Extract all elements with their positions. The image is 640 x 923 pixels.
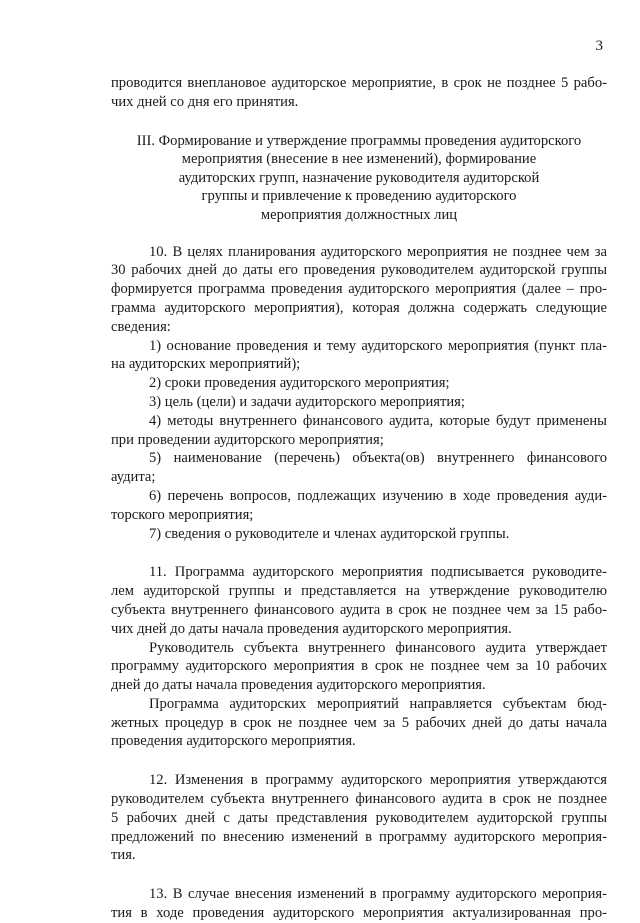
- list-item-2: [111, 374, 607, 393]
- text-line: 11. Программа аудиторского мероприятия подписывается руководите-: [149, 564, 607, 581]
- text-line: лем аудиторской группы и представляется на утверждение руководителю: [111, 583, 607, 600]
- text-line: сведения:: [111, 318, 171, 335]
- paragraph-12: [111, 771, 607, 865]
- text-line: при проведении аудиторского мероприятия;: [111, 431, 384, 448]
- text-line: Программа аудиторских мероприятий направляется субъектам бюд-: [149, 695, 607, 712]
- text-line: проводится внеплановое аудиторское мероприятие, в срок не позднее 5 рабо-: [111, 75, 607, 91]
- paragraph-13: [111, 885, 607, 923]
- heading-line: аудиторских групп, назначение руководителя аудиторской: [178, 169, 540, 186]
- paragraph-11-c: [111, 695, 607, 751]
- text-line: грамма аудиторского мероприятия), которая должна содержать следующие: [111, 299, 607, 316]
- text-line: тия в ходе проведения аудиторского мероприятия актуализированная про-: [111, 905, 607, 922]
- heading-line: мероприятия (внесение в нее изменений), формирование: [181, 151, 537, 168]
- text-line: 2) сроки проведения аудиторского мероприятия;: [149, 375, 450, 392]
- list-item-1: [111, 337, 607, 375]
- text-line: 30 рабочих дней до даты его проведения руководителем аудиторской группы: [111, 262, 607, 279]
- text-line: жетных процедур в срок не позднее чем за 5 рабочих дней до даты начала: [111, 714, 607, 731]
- page-number: 3: [595, 38, 603, 54]
- document-body: [111, 74, 607, 923]
- list-item-4: [111, 412, 607, 450]
- text-line: Руководитель субъекта внутреннего финансового аудита утверждает: [149, 639, 607, 656]
- text-line: торского мероприятия;: [111, 506, 254, 523]
- heading-line: мероприятия должностных лиц: [260, 206, 458, 223]
- text-line: 4) методы внутреннего финансового аудита, которые будут применены: [149, 412, 607, 429]
- text-line: чих дней до даты начала проведения аудиторского мероприятия.: [111, 620, 512, 637]
- list-item-3: [111, 393, 607, 412]
- list-item-6: [111, 487, 607, 525]
- text-line: 1) основание проведения и тему аудиторского мероприятия (пункт пла-: [149, 337, 607, 354]
- text-line: чих дней со дня его принятия.: [111, 93, 299, 110]
- text-line: 3) цель (цели) и задачи аудиторского мероприятия;: [149, 393, 465, 410]
- text-line: программу аудиторского мероприятия в срок не позднее чем за 10 рабочих: [111, 658, 607, 675]
- list-item-7: [111, 525, 607, 544]
- text-line: проведения аудиторского мероприятия.: [111, 733, 356, 750]
- text-line: 5 рабочих дней с даты представления руководителем аудиторской группы: [111, 809, 607, 826]
- text-line: формируется программа проведения аудиторского мероприятия (далее – про-: [111, 281, 607, 298]
- text-line: тия.: [111, 847, 136, 864]
- intro-paragraph: [111, 74, 607, 112]
- section-heading: [123, 132, 595, 225]
- heading-line: группы и привлечение к проведению аудиторского: [201, 188, 517, 205]
- text-line: 12. Изменения в программу аудиторского мероприятия утверждаются: [149, 772, 607, 789]
- text-line: 5) наименование (перечень) объекта(ов) внутреннего финансового: [149, 450, 607, 467]
- text-line: субъекта внутреннего финансового аудита в срок не позднее чем за 15 рабо-: [111, 601, 607, 618]
- paragraph-11-b: [111, 639, 607, 695]
- text-line: 13. В случае внесения изменений в программу аудиторского мероприя-: [149, 886, 607, 903]
- text-line: аудита;: [111, 469, 156, 486]
- text-line: на аудиторских мероприятий);: [111, 356, 301, 373]
- text-line: 7) сведения о руководителе и членах аудиторской группы.: [149, 525, 510, 542]
- text-line: 10. В целях планирования аудиторского мероприятия не позднее чем за: [149, 243, 607, 260]
- paragraph-11: [111, 563, 607, 638]
- text-line: дней до даты начала проведения аудиторского мероприятия.: [111, 677, 486, 694]
- heading-line: III. Формирование и утверждение программы проведения аудиторского: [136, 132, 582, 149]
- list-item-5: [111, 449, 607, 487]
- paragraph-10: [111, 243, 607, 337]
- text-line: предложений по внесению изменений в программу аудиторского мероприя-: [111, 828, 607, 845]
- text-line: 6) перечень вопросов, подлежащих изучению в ходе проведения ауди-: [149, 487, 607, 504]
- text-line: руководителем субъекта внутреннего финансового аудита в срок не позднее: [111, 791, 607, 808]
